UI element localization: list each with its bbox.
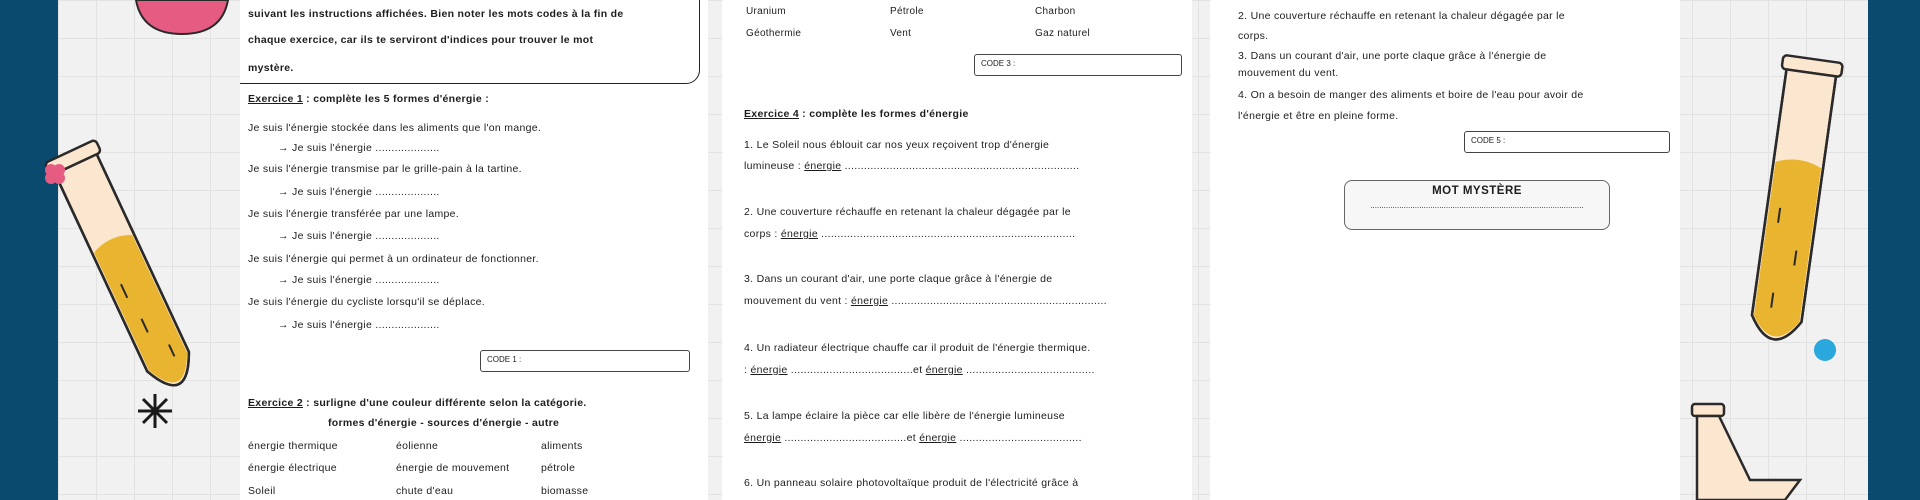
answer-dots: ...............................................................................	[817, 228, 1076, 240]
code-1-field[interactable]: CODE 1 :	[480, 350, 690, 372]
question-answer-line	[744, 160, 1079, 172]
test-tube-right-icon	[1740, 50, 1850, 370]
exercise-1-heading	[248, 93, 489, 105]
ex3-word: Gaz naturel	[1035, 28, 1090, 39]
mystery-answer-line[interactable]: ................................................................................................	[1370, 201, 1584, 210]
test-tube-icon	[40, 130, 220, 430]
energie-word: énergie	[744, 432, 782, 444]
blue-dot-icon	[1813, 338, 1837, 362]
energie-word: énergie	[919, 432, 957, 444]
intro-line: mystère.	[248, 62, 294, 74]
code-3-field[interactable]: CODE 3 :	[974, 54, 1182, 76]
question-answer-line	[744, 432, 1082, 444]
answer-line: 4. On a besoin de manger des aliments et boire de l'eau pour avoir de	[1238, 89, 1584, 101]
energie-word: énergie	[780, 228, 818, 240]
mystery-title: MOT MYSTÈRE	[1432, 185, 1522, 197]
worksheet-page-3	[1210, 0, 1680, 500]
answer-dots: ......................................	[956, 432, 1082, 444]
ex2-word: énergie thermique	[248, 440, 338, 452]
exercise-instruction: : complète les formes d'énergie	[798, 108, 969, 120]
sparkle-star-icon	[136, 392, 174, 430]
ex2-word: éolienne	[396, 440, 439, 452]
ex3-word: Charbon	[1035, 6, 1076, 17]
answer-line: l'énergie et être en pleine forme.	[1238, 110, 1399, 122]
ex1-item: Je suis l'énergie transférée par une lampe.	[248, 208, 460, 220]
answer-line: mouvement du vent.	[1238, 67, 1339, 79]
ex1-item: Je suis l'énergie qui permet à un ordinateur de fonctionner.	[248, 253, 539, 265]
ex1-answer: → Je suis l'énergie ....................	[278, 319, 440, 331]
question-prefix: mouvement du vent :	[744, 295, 851, 307]
exercise-instruction: : complète les 5 formes d'énergie :	[302, 93, 489, 105]
intro-line: suivant les instructions affichées. Bien noter les mots codes à la fin de	[248, 8, 624, 20]
exercise-label: Exercice 4	[744, 108, 799, 120]
answer-line: 3. Dans un courant d'air, une porte claque grâce à l'énergie de	[1238, 50, 1547, 62]
energie-word: énergie	[804, 160, 842, 172]
question-text: 6. Un panneau solaire photovoltaïque produit de l'électricité grâce à	[744, 477, 1079, 489]
ex2-word: aliments	[541, 440, 583, 452]
energie-word: énergie	[925, 364, 963, 376]
ex1-item: Je suis l'énergie stockée dans les aliments que l'on mange.	[248, 122, 542, 134]
ex3-word: Géothermie	[746, 28, 802, 39]
ex2-word: Soleil	[248, 485, 276, 497]
beaker-icon	[1690, 400, 1830, 500]
exercise-label: Exercice 1	[248, 93, 303, 105]
ex2-word: énergie de mouvement	[396, 462, 510, 474]
ex1-answer: → Je suis l'énergie ....................	[278, 274, 440, 286]
answer-dots: ......................................et	[787, 364, 926, 376]
question-text: 5. La lampe éclaire la pièce car elle libère de l'énergie lumineuse	[744, 410, 1065, 422]
question-text: 2. Une couverture réchauffe en retenant la chaleur dégagée par le	[744, 206, 1071, 218]
pink-flask-icon	[132, 0, 232, 38]
answer-dots: ...................................................................	[888, 295, 1107, 307]
exercise-label: Exercice 2	[248, 397, 303, 409]
question-answer-line	[744, 295, 1107, 307]
mystery-word-box[interactable]	[1344, 180, 1610, 230]
ex2-categories: formes d'énergie - sources d'énergie - autre	[328, 417, 560, 429]
ex1-item: Je suis l'énergie du cycliste lorsqu'il se déplace.	[248, 296, 486, 308]
ex3-word: Uranium	[746, 6, 786, 17]
ex1-item: Je suis l'énergie transmise par le grille-pain à la tartine.	[248, 163, 522, 175]
ex1-answer: → Je suis l'énergie ....................	[278, 142, 440, 154]
question-prefix: corps :	[744, 228, 781, 240]
answer-dots: .........................................................................	[841, 160, 1080, 172]
ex1-answer: → Je suis l'énergie ....................	[278, 230, 440, 242]
question-answer-line	[744, 364, 1095, 376]
question-prefix: lumineuse :	[744, 160, 805, 172]
question-text: 3. Dans un courant d'air, une porte claque grâce à l'énergie de	[744, 273, 1053, 285]
answer-line: corps.	[1238, 30, 1269, 42]
worksheet-page-2	[722, 0, 1192, 500]
answer-dots: ......................................et	[781, 432, 920, 444]
ex1-answer: → Je suis l'énergie ....................	[278, 186, 440, 198]
ex2-word: pétrole	[541, 462, 576, 474]
exercise-4-heading	[744, 108, 969, 120]
question-text: 1. Le Soleil nous éblouit car nos yeux reçoivent trop d'énergie	[744, 139, 1050, 151]
code-5-field[interactable]: CODE 5 :	[1464, 131, 1670, 153]
answer-dots: ........................................	[962, 364, 1095, 376]
exercise-2-heading	[248, 397, 587, 409]
intro-line: chaque exercice, car ils te serviront d'indices pour trouver le mot	[248, 34, 594, 46]
exercise-instruction: : surligne d'une couleur différente selon la catégorie.	[302, 397, 587, 409]
question-prefix: :	[744, 364, 751, 376]
question-answer-line	[744, 228, 1075, 240]
ex2-word: chute d'eau	[396, 485, 454, 497]
ex3-word: Vent	[890, 28, 912, 39]
question-text: 4. Un radiateur électrique chauffe car il produit de l'énergie thermique.	[744, 342, 1091, 354]
energie-word: énergie	[850, 295, 889, 307]
ex3-word: Pétrole	[890, 6, 924, 17]
ex2-word: biomasse	[541, 485, 589, 497]
pink-flower-icon	[44, 163, 66, 185]
energie-word: énergie	[750, 364, 788, 376]
answer-line: 2. Une couverture réchauffe en retenant la chaleur dégagée par le	[1238, 10, 1565, 22]
worksheet-page-1	[240, 0, 708, 500]
ex2-word: énergie électrique	[248, 462, 337, 474]
